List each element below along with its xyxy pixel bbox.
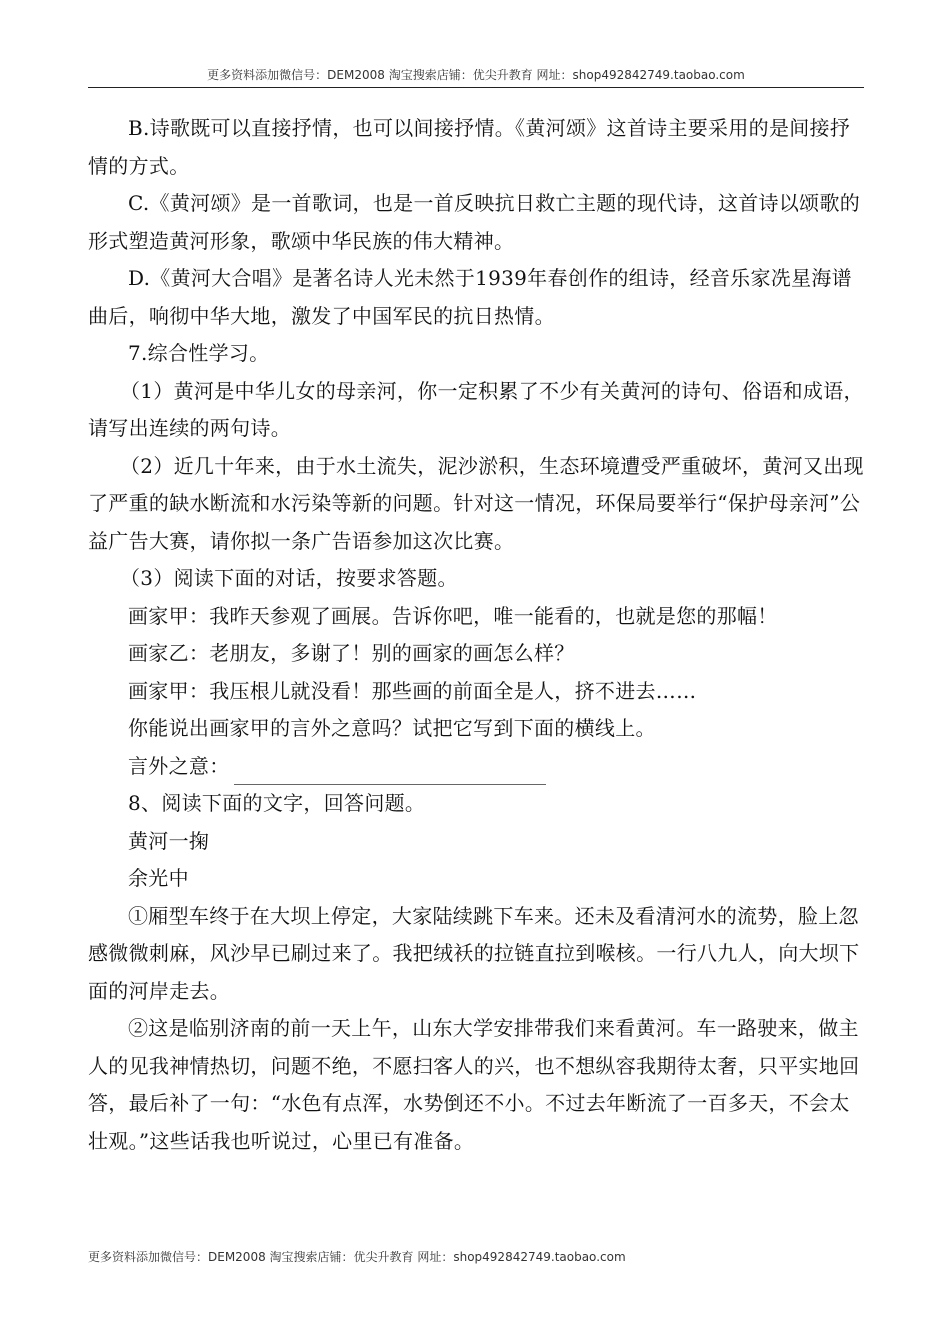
page-footer: 更多资料添加微信号：DEM2008 淘宝搜索店铺：优尖升教育 网址：shop492842749.taobao.com (88, 1250, 626, 1264)
article-paragraph-2: ②这是临别济南的前一天上午，山东大学安排带我们来看黄河。车一路驶来，做主人的见我神情热切，问题不绝，不愿扫客人的兴，也不想纵容我期待太奢，只平实地回答，最后补了一句：“水色有点浑，水势倒还不小。不过去年断流了一百多天，不会太壮观。”这些话我也听说过，心里已有准备。 (88, 1016, 860, 1153)
dialogue-line-1: 画家甲：我昨天参观了画展。告诉你吧，唯一能看的，也就是您的那幅！ (128, 603, 778, 628)
dialogue-line-3: 画家甲：我压根儿就没看！那些画的前面全是人，挤不进去…… (128, 678, 697, 703)
question-8-heading: 8、阅读下面的文字，回答问题。 (128, 791, 426, 815)
article-title: 黄河一掬 (128, 828, 210, 853)
question-7-part-3: （3）阅读下面的对话，按要求答题。 (120, 566, 458, 590)
article-paragraph-1: ①厢型车终于在大坝上停定，大家陆续跳下车来。还未及看清河水的流势，脸上忽感微微刺麻，风沙早已刷过来了。我把绒袄的拉链直拉到喉核。一行八九人，向大坝下面的河岸走去。 (88, 903, 860, 1003)
document-body (88, 110, 864, 1160)
option-c-paragraph: C.《黄河颂》是一首歌词，也是一首反映抗日救亡主题的现代诗，这首诗以颂歌的形式塑造黄河形象，歌颂中华民族的伟大精神。 (88, 191, 861, 253)
dialogue-question: 你能说出画家甲的言外之意吗？试把它写到下面的横线上。 (128, 716, 656, 740)
question-7-heading: 7.综合性学习。 (128, 341, 270, 365)
answer-prompt-row (88, 748, 864, 786)
question-7-part-1: （1）黄河是中华儿女的母亲河，你一定积累了不少有关黄河的诗句、俗语和成语，请写出连续的两句诗。 (88, 378, 864, 440)
header-divider (88, 87, 864, 88)
option-d-paragraph: D.《黄河大合唱》是著名诗人光未然于1939年春创作的组诗，经音乐家冼星海谱曲后，响彻中华大地，激发了中国军民的抗日热情。 (88, 266, 852, 328)
answer-prompt-label: 言外之意： (128, 753, 230, 778)
article-author: 余光中 (128, 866, 189, 890)
dialogue-line-2: 画家乙：老朋友，多谢了！别的画家的画怎么样？ (128, 641, 575, 665)
option-b-paragraph: B.诗歌既可以直接抒情，也可以间接抒情。《黄河颂》这首诗主要采用的是间接抒情的方式。 (88, 116, 851, 178)
page-header: 更多资料添加微信号：DEM2008 淘宝搜索店铺：优尖升教育 网址：shop492842749.taobao.com (207, 68, 745, 82)
question-7-part-2: （2）近几十年来，由于水土流失，泥沙淤积，生态环境遭受严重破坏，黄河又出现了严重的缺水断流和水污染等新的问题。针对这一情况，环保局要举行“保护母亲河”公益广告大赛，请你拟一条广告语参加这次比赛。 (88, 453, 864, 553)
answer-blank-line[interactable] (234, 760, 546, 785)
